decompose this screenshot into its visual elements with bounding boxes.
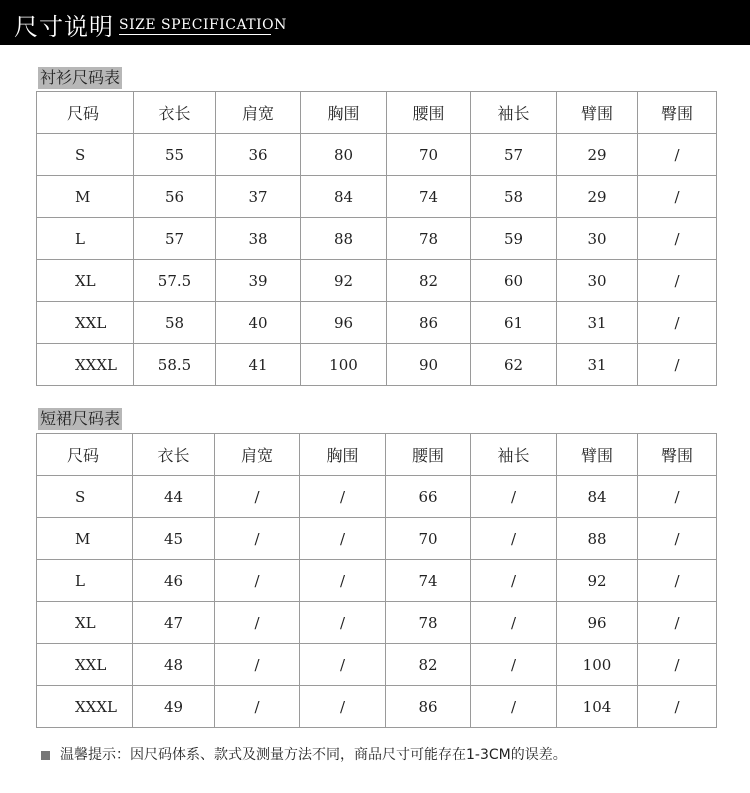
column-header: 臀围 xyxy=(638,92,717,134)
measurement-cell: 88 xyxy=(301,218,387,260)
column-header: 胸围 xyxy=(301,92,387,134)
header-title-cn: 尺寸说明 xyxy=(14,13,114,41)
size-label-cell: XL xyxy=(37,602,133,644)
measurement-cell: / xyxy=(300,560,386,602)
column-header: 尺码 xyxy=(37,434,133,476)
measurement-cell: / xyxy=(471,686,557,728)
measurement-cell: 59 xyxy=(471,218,557,260)
column-header: 尺码 xyxy=(37,92,134,134)
measurement-cell: 57.5 xyxy=(134,260,216,302)
column-header: 臂围 xyxy=(557,434,638,476)
measurement-cell: / xyxy=(471,602,557,644)
header-title-en: SIZE SPECIFICATION xyxy=(119,17,287,33)
size-label-cell: XL xyxy=(37,260,134,302)
measurement-cell: 70 xyxy=(387,134,471,176)
column-header: 袖长 xyxy=(471,92,557,134)
measurement-cell: / xyxy=(638,218,717,260)
measurement-cell: 78 xyxy=(386,602,471,644)
column-header: 袖长 xyxy=(471,434,557,476)
size-label-cell: M xyxy=(37,518,133,560)
measurement-cell: 96 xyxy=(557,602,638,644)
measurement-cell: 80 xyxy=(301,134,387,176)
size-label-cell: L xyxy=(37,560,133,602)
table-row xyxy=(37,686,717,728)
table-header-row xyxy=(37,434,717,476)
measurement-cell: / xyxy=(300,602,386,644)
measurement-cell: 74 xyxy=(387,176,471,218)
table-row xyxy=(37,302,717,344)
column-header: 胸围 xyxy=(300,434,386,476)
size-label-cell: S xyxy=(37,476,133,518)
measurement-cell: / xyxy=(300,518,386,560)
shirt-table-label: 衬衫尺码表 xyxy=(40,68,121,87)
measurement-cell: / xyxy=(638,644,717,686)
measurement-cell: 38 xyxy=(216,218,301,260)
page-header xyxy=(0,0,750,45)
measurement-cell: 84 xyxy=(301,176,387,218)
measurement-cell: / xyxy=(638,176,717,218)
measurement-cell: 47 xyxy=(133,602,215,644)
measurement-cell: 82 xyxy=(386,644,471,686)
table-row xyxy=(37,518,717,560)
measurement-cell: 45 xyxy=(133,518,215,560)
measurement-cell: 96 xyxy=(301,302,387,344)
measurement-cell: / xyxy=(300,644,386,686)
skirt-size-table xyxy=(36,433,717,728)
size-note-text: 温馨提示：因尺码体系、款式及测量方法不同，商品尺寸可能存在1-3CM的误差。 xyxy=(60,747,567,763)
measurement-cell: / xyxy=(638,560,717,602)
table-row xyxy=(37,344,717,386)
measurement-cell: / xyxy=(638,518,717,560)
size-label-cell: XXL xyxy=(37,644,133,686)
table-row xyxy=(37,602,717,644)
size-label-cell: XXL xyxy=(37,302,134,344)
measurement-cell: / xyxy=(215,686,300,728)
measurement-cell: 55 xyxy=(134,134,216,176)
measurement-cell: / xyxy=(471,560,557,602)
square-bullet-icon xyxy=(41,751,50,760)
measurement-cell: / xyxy=(215,602,300,644)
measurement-cell: 58.5 xyxy=(134,344,216,386)
column-header: 臀围 xyxy=(638,434,717,476)
shirt-size-table xyxy=(36,91,717,386)
table-header-row xyxy=(37,92,717,134)
measurement-cell: 82 xyxy=(387,260,471,302)
measurement-cell: 86 xyxy=(387,302,471,344)
measurement-cell: 44 xyxy=(133,476,215,518)
measurement-cell: 40 xyxy=(216,302,301,344)
measurement-cell: 58 xyxy=(134,302,216,344)
table-row xyxy=(37,176,717,218)
measurement-cell: / xyxy=(471,476,557,518)
column-header: 肩宽 xyxy=(215,434,300,476)
table-row xyxy=(37,560,717,602)
measurement-cell: 92 xyxy=(557,560,638,602)
measurement-cell: 29 xyxy=(557,176,638,218)
table-row xyxy=(37,218,717,260)
measurement-cell: 86 xyxy=(386,686,471,728)
measurement-cell: 57 xyxy=(471,134,557,176)
measurement-cell: / xyxy=(300,686,386,728)
measurement-cell: 46 xyxy=(133,560,215,602)
measurement-cell: 30 xyxy=(557,260,638,302)
size-label-cell: XXXL xyxy=(37,686,133,728)
measurement-cell: / xyxy=(638,134,717,176)
measurement-cell: 30 xyxy=(557,218,638,260)
column-header: 衣长 xyxy=(134,92,216,134)
measurement-cell: 88 xyxy=(557,518,638,560)
measurement-cell: / xyxy=(638,302,717,344)
size-label-cell: L xyxy=(37,218,134,260)
table-row xyxy=(37,476,717,518)
measurement-cell: 58 xyxy=(471,176,557,218)
column-header: 衣长 xyxy=(133,434,215,476)
table-row xyxy=(37,134,717,176)
measurement-cell: / xyxy=(638,476,717,518)
size-label-cell: S xyxy=(37,134,134,176)
measurement-cell: 84 xyxy=(557,476,638,518)
measurement-cell: 29 xyxy=(557,134,638,176)
measurement-cell: 66 xyxy=(386,476,471,518)
measurement-cell: 104 xyxy=(557,686,638,728)
measurement-cell: 62 xyxy=(471,344,557,386)
measurement-cell: 60 xyxy=(471,260,557,302)
measurement-cell: / xyxy=(638,344,717,386)
measurement-cell: / xyxy=(215,476,300,518)
measurement-cell: / xyxy=(300,476,386,518)
measurement-cell: 37 xyxy=(216,176,301,218)
measurement-cell: 36 xyxy=(216,134,301,176)
measurement-cell: / xyxy=(215,518,300,560)
measurement-cell: 90 xyxy=(387,344,471,386)
measurement-cell: / xyxy=(471,518,557,560)
measurement-cell: 31 xyxy=(557,302,638,344)
measurement-cell: 31 xyxy=(557,344,638,386)
measurement-cell: 100 xyxy=(557,644,638,686)
size-label-cell: XXXL xyxy=(37,344,134,386)
measurement-cell: / xyxy=(215,644,300,686)
measurement-cell: 70 xyxy=(386,518,471,560)
measurement-cell: 56 xyxy=(134,176,216,218)
measurement-cell: 100 xyxy=(301,344,387,386)
measurement-cell: 49 xyxy=(133,686,215,728)
size-label-cell: M xyxy=(37,176,134,218)
measurement-cell: / xyxy=(638,686,717,728)
size-note xyxy=(41,744,567,764)
measurement-cell: / xyxy=(471,644,557,686)
measurement-cell: 92 xyxy=(301,260,387,302)
table-row xyxy=(37,644,717,686)
measurement-cell: 61 xyxy=(471,302,557,344)
measurement-cell: 57 xyxy=(134,218,216,260)
skirt-table-label: 短裙尺码表 xyxy=(40,409,121,428)
measurement-cell: 41 xyxy=(216,344,301,386)
measurement-cell: / xyxy=(638,602,717,644)
table-row xyxy=(37,260,717,302)
measurement-cell: 39 xyxy=(216,260,301,302)
measurement-cell: / xyxy=(638,260,717,302)
measurement-cell: 48 xyxy=(133,644,215,686)
column-header: 腰围 xyxy=(387,92,471,134)
column-header: 肩宽 xyxy=(216,92,301,134)
measurement-cell: / xyxy=(215,560,300,602)
measurement-cell: 74 xyxy=(386,560,471,602)
measurement-cell: 78 xyxy=(387,218,471,260)
column-header: 臂围 xyxy=(557,92,638,134)
column-header: 腰围 xyxy=(386,434,471,476)
